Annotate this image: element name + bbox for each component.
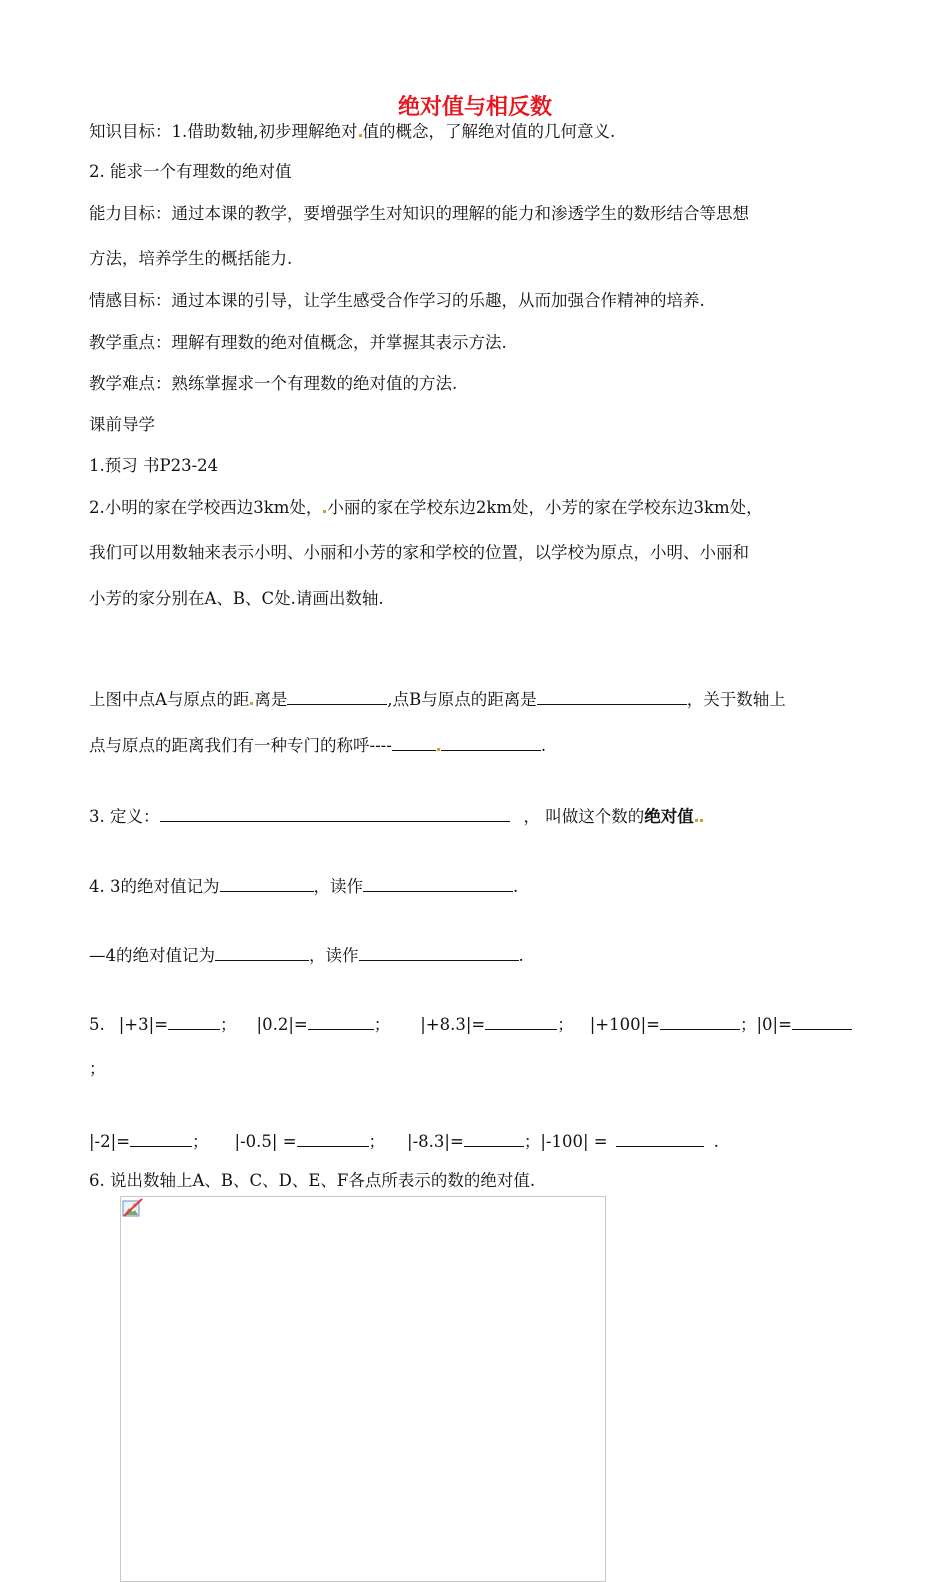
question-4-line1: 4. 3的绝对值记为 ，读作 .	[89, 874, 518, 898]
guide-heading: 课前导学	[89, 415, 155, 434]
answer-blank[interactable]	[220, 874, 314, 892]
question-5-row1: 5. |+3|= ； |0.2|= ； |+8.3|= ； |+100|= ；|0|=	[89, 1012, 852, 1036]
answer-blank[interactable]	[215, 943, 309, 961]
answer-blank[interactable]	[392, 733, 436, 751]
answer-blank[interactable]	[537, 687, 687, 705]
answer-blank[interactable]	[287, 687, 387, 705]
answer-blank[interactable]	[792, 1012, 852, 1030]
page-title: 绝对值与相反数	[397, 95, 552, 120]
answer-blank[interactable]	[359, 943, 519, 961]
emotion-objective: 情感目标：通过本课的引导，让学生感受合作学习的乐趣，从而加强合作精神的培养.	[89, 291, 705, 310]
question-5-row2: |-2|= ； |-0.5| = ； |-8.3|= ；|-100| = .	[89, 1129, 719, 1153]
question-6: 6. 说出数轴上A、B、C、D、E、F各点所表示的数的绝对值.	[89, 1171, 536, 1190]
guide-item-2-line1: 2.小明的家在学校西边3km处， 小丽的家在学校东边2km处，小芳的家在学校东边3km处，	[89, 498, 763, 517]
answer-blank[interactable]	[485, 1012, 557, 1030]
answer-blank[interactable]	[297, 1129, 369, 1147]
guide-item-2-line3: 小芳的家分别在A、B、C处.请画出数轴.	[89, 589, 384, 608]
answer-blank[interactable]	[363, 874, 513, 892]
answer-blank[interactable]	[130, 1129, 192, 1147]
answer-blank[interactable]	[168, 1012, 220, 1030]
broken-image-icon	[122, 1198, 144, 1218]
guide-item-1: 1.预习 书P23-24	[89, 456, 219, 475]
knowledge-objective: 知识目标：1.借助数轴,初步理解绝对 值的概念，了解绝对值的几何意义.	[89, 122, 616, 141]
distance-question-line2: 点与原点的距离我们有一种专门的称呼---- .	[89, 733, 546, 757]
distance-question-line1: 上图中点A与原点的距 离是 ,点B与原点的距离是 ，关于数轴上	[89, 687, 786, 711]
question-4-line2: —4的绝对值记为 ，读作 .	[89, 943, 524, 967]
answer-blank[interactable]	[441, 733, 541, 751]
absolute-value-term: 绝对值	[644, 807, 694, 826]
teaching-difficulty: 教学难点：熟练掌握求一个有理数的绝对值的方法.	[89, 374, 458, 393]
guide-item-2-line2: 我们可以用数轴来表示小明、小丽和小芳的家和学校的位置，以学校为原点，小明、小丽和	[89, 543, 749, 562]
question-5-wrap: ；	[89, 1059, 106, 1078]
teaching-key-point: 教学重点：理解有理数的绝对值概念，并掌握其表示方法.	[89, 333, 507, 352]
definition-question: 3. 定义： ， 叫做这个数的绝对值	[89, 804, 704, 828]
knowledge-objective-2: 2. 能求一个有理数的绝对值	[89, 162, 292, 181]
answer-blank[interactable]	[160, 804, 510, 822]
answer-blank[interactable]	[660, 1012, 740, 1030]
number-line-image-placeholder	[120, 1196, 606, 1582]
ability-objective-line2: 方法，培养学生的概括能力.	[89, 249, 293, 268]
answer-blank[interactable]	[616, 1129, 704, 1147]
answer-blank[interactable]	[464, 1129, 524, 1147]
ability-objective-line1: 能力目标：通过本课的教学，要增强学生对知识的理解的能力和渗透学生的数形结合等思想	[89, 204, 749, 223]
answer-blank[interactable]	[308, 1012, 374, 1030]
